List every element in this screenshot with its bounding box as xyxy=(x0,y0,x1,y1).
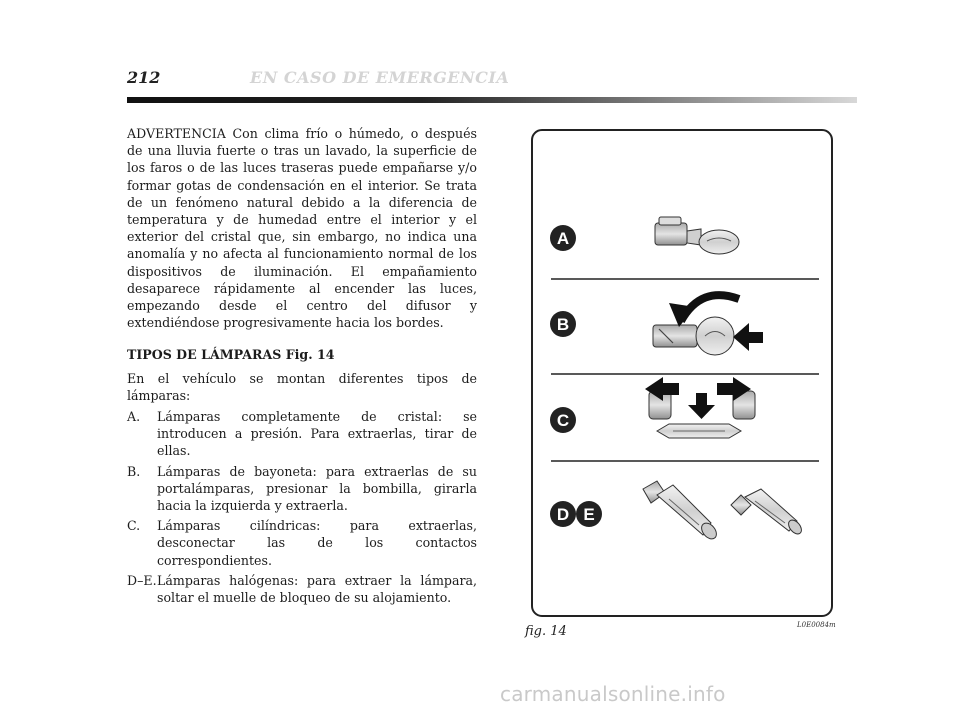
list-item-key: C. xyxy=(127,518,141,534)
list-item-text: Lámparas halógenas: para extraer la lámpara, soltar el muelle de bloqueo de su alojamiento. xyxy=(157,572,477,606)
lamp-illustration xyxy=(533,131,833,617)
running-head: EN CASO DE EMERGENCIA xyxy=(250,68,510,87)
figure-caption: fig. 14 xyxy=(525,624,567,639)
page-number: 212 xyxy=(127,68,161,87)
warning-label: ADVERTENCIA xyxy=(127,126,226,141)
list-item xyxy=(127,463,477,515)
pull-down-arrow-icon xyxy=(688,393,715,419)
list-item-key: D–E. xyxy=(127,572,157,588)
list-item-text: Lámparas cilíndricas: para extraerlas, desconectar las de los contactos correspondientes. xyxy=(157,518,477,568)
list-item-text: Lámparas completamente de cristal: se introducen a presión. Para extraerlas, tirar de ellas. xyxy=(157,409,477,459)
halogen-lamp-e-icon xyxy=(731,489,804,536)
watermark: carmanualsonline.info xyxy=(500,682,726,706)
label-b: B xyxy=(556,315,570,334)
halogen-lamp-d-icon xyxy=(643,481,719,542)
label-badge-a xyxy=(550,225,576,251)
label-a: A xyxy=(556,229,570,248)
warning-paragraph xyxy=(127,125,477,331)
label-badge-e xyxy=(576,501,602,527)
header-rule xyxy=(127,97,857,103)
list-item xyxy=(127,517,477,569)
list-item xyxy=(127,572,477,606)
list-item-key: A. xyxy=(127,409,141,425)
label-e: E xyxy=(583,505,595,524)
bayonet-lamp-icon xyxy=(653,317,734,355)
list-item-key: B. xyxy=(127,463,141,479)
section-heading: TIPOS DE LÁMPARAS Fig. 14 xyxy=(127,347,335,363)
push-arrow-icon xyxy=(733,323,763,351)
warning-text: Con clima frío o húmedo, o después de una lluvia fuerte o tras un lavado, la superficie de los faros o de las luces traseras puede empañarse y/o formar gotas de condensación en el interior. Se trata de un fenómeno natural debido a la diferencia de temperatura y de humedad entre el interior y el exterior del cristal que, sin embargo, no indica una anomalía y no afecta al funcionamiento normal de los dispositivos de iluminación. El empañamiento desaparece rápidamente al encender las luces, empezando desde el centro del difusor y extendiéndose progresivamente hacia los bordes. xyxy=(127,126,477,331)
figure-code: L0E0084m xyxy=(797,621,836,629)
body-column xyxy=(127,125,477,609)
lamp-types-figure xyxy=(531,129,833,617)
label-c: C xyxy=(556,411,570,430)
label-badge-b xyxy=(550,311,576,337)
rotate-arrow-head-icon xyxy=(669,303,695,327)
intro-text: En el vehículo se montan diferentes tipos de lámparas: xyxy=(127,370,477,403)
list-item-text: Lámparas de bayoneta: para extraerlas de su portalámparas, presionar la bombilla, girarla hacia la izquierda y extraerla. xyxy=(157,463,477,514)
all-glass-lamp-icon xyxy=(655,217,739,254)
label-badge-d xyxy=(550,501,576,527)
list-item xyxy=(127,408,477,460)
label-badge-c xyxy=(550,407,576,433)
label-d: D xyxy=(556,505,570,524)
